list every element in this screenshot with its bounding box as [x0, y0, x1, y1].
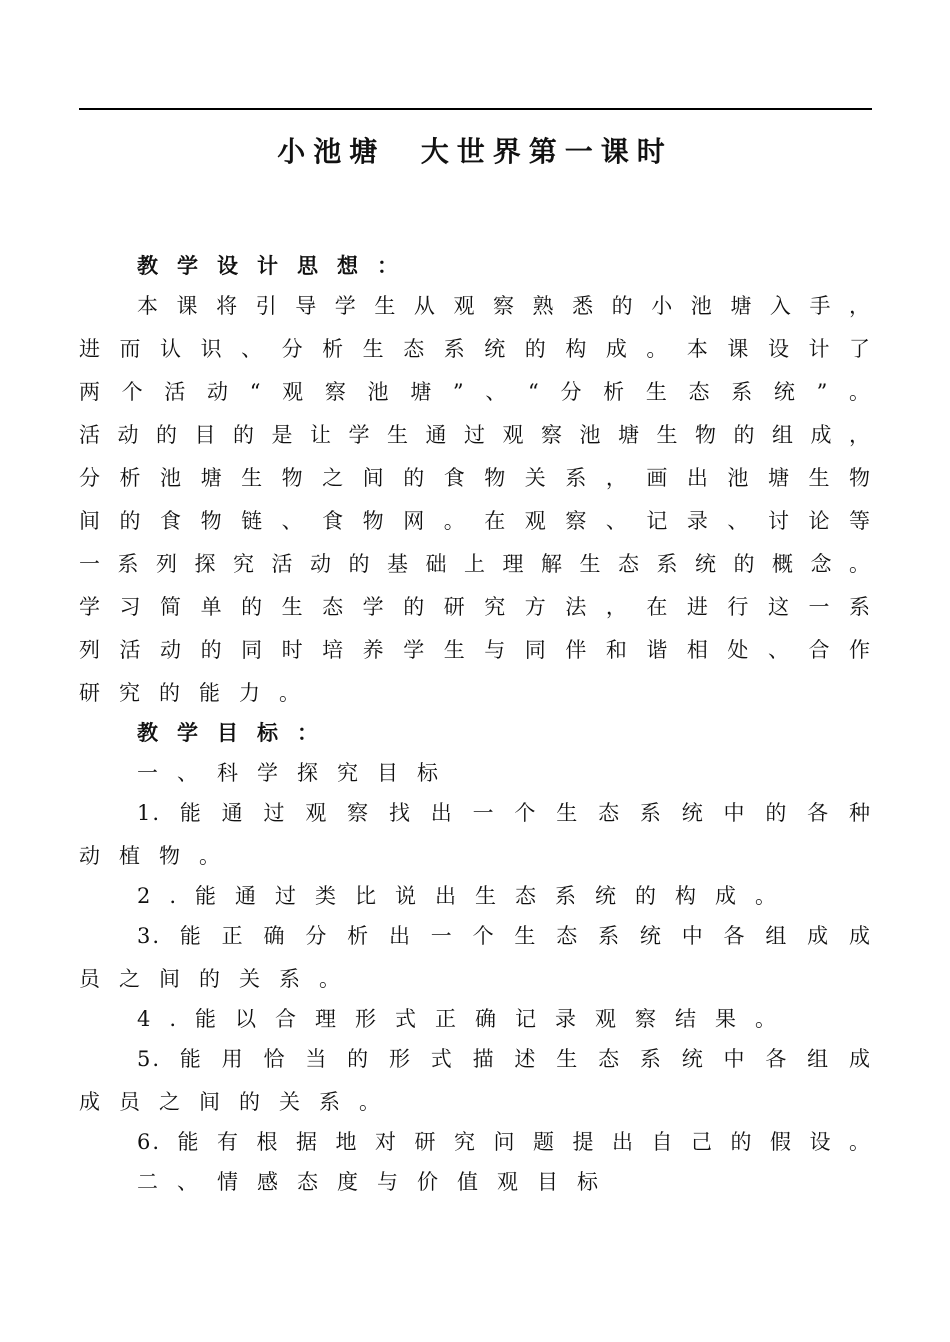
design-paragraph-line: 间的食物链、食物网。在观察、记录、讨论等	[79, 509, 872, 533]
design-paragraph-line: 本课将引导学生从观察熟悉的小池塘入手，	[137, 294, 872, 318]
goals-heading: 教学目标：	[137, 721, 337, 745]
goal-item-3-continued: 员之间的关系。	[79, 967, 359, 991]
design-paragraph-line: 列活动的同时培养学生与同伴和谐相处、合作	[79, 638, 872, 662]
goal-item-4: 4.能以合理形式正确记录观察结果。	[137, 1007, 796, 1031]
goal-item-6: 6.能有根据地对研究问题提出自己的假设。	[137, 1130, 872, 1154]
goal-item-1-continued: 动植物。	[79, 844, 239, 868]
goal-item-2: 2.能通过类比说出生态系统的构成。	[137, 884, 796, 908]
header-rule	[79, 108, 872, 110]
design-paragraph-line: 两个活动“观察池塘”、“分析生态系统”。	[79, 380, 872, 404]
design-paragraph-line: 学习简单的生态学的研究方法，在进行这一系	[79, 595, 872, 619]
document-title: 小池塘 大世界第一课时	[277, 135, 673, 168]
goal-section-science: 一、科学探究目标	[137, 761, 457, 785]
design-paragraph-line: 分析池塘生物之间的食物关系，画出池塘生物	[79, 466, 872, 490]
goal-section-attitude: 二、情感态度与价值观目标	[137, 1170, 617, 1194]
design-heading: 教学设计思想：	[137, 254, 417, 278]
goal-item-1: 1.能通过观察找出一个生态系统中的各种	[137, 801, 872, 825]
design-paragraph-line: 活动的目的是让学生通过观察池塘生物的组成，	[79, 423, 872, 447]
goal-item-5: 5.能用恰当的形式描述生态系统中各组成	[137, 1047, 872, 1071]
design-paragraph-line: 一系列探究活动的基础上理解生态系统的概念。	[79, 552, 872, 576]
goal-item-3: 3.能正确分析出一个生态系统中各组成成	[137, 924, 872, 948]
design-paragraph-line: 进而认识、分析生态系统的构成。本课设计了	[79, 337, 872, 361]
design-paragraph-line: 研究的能力。	[79, 681, 319, 705]
goal-item-5-continued: 成员之间的关系。	[79, 1090, 399, 1114]
